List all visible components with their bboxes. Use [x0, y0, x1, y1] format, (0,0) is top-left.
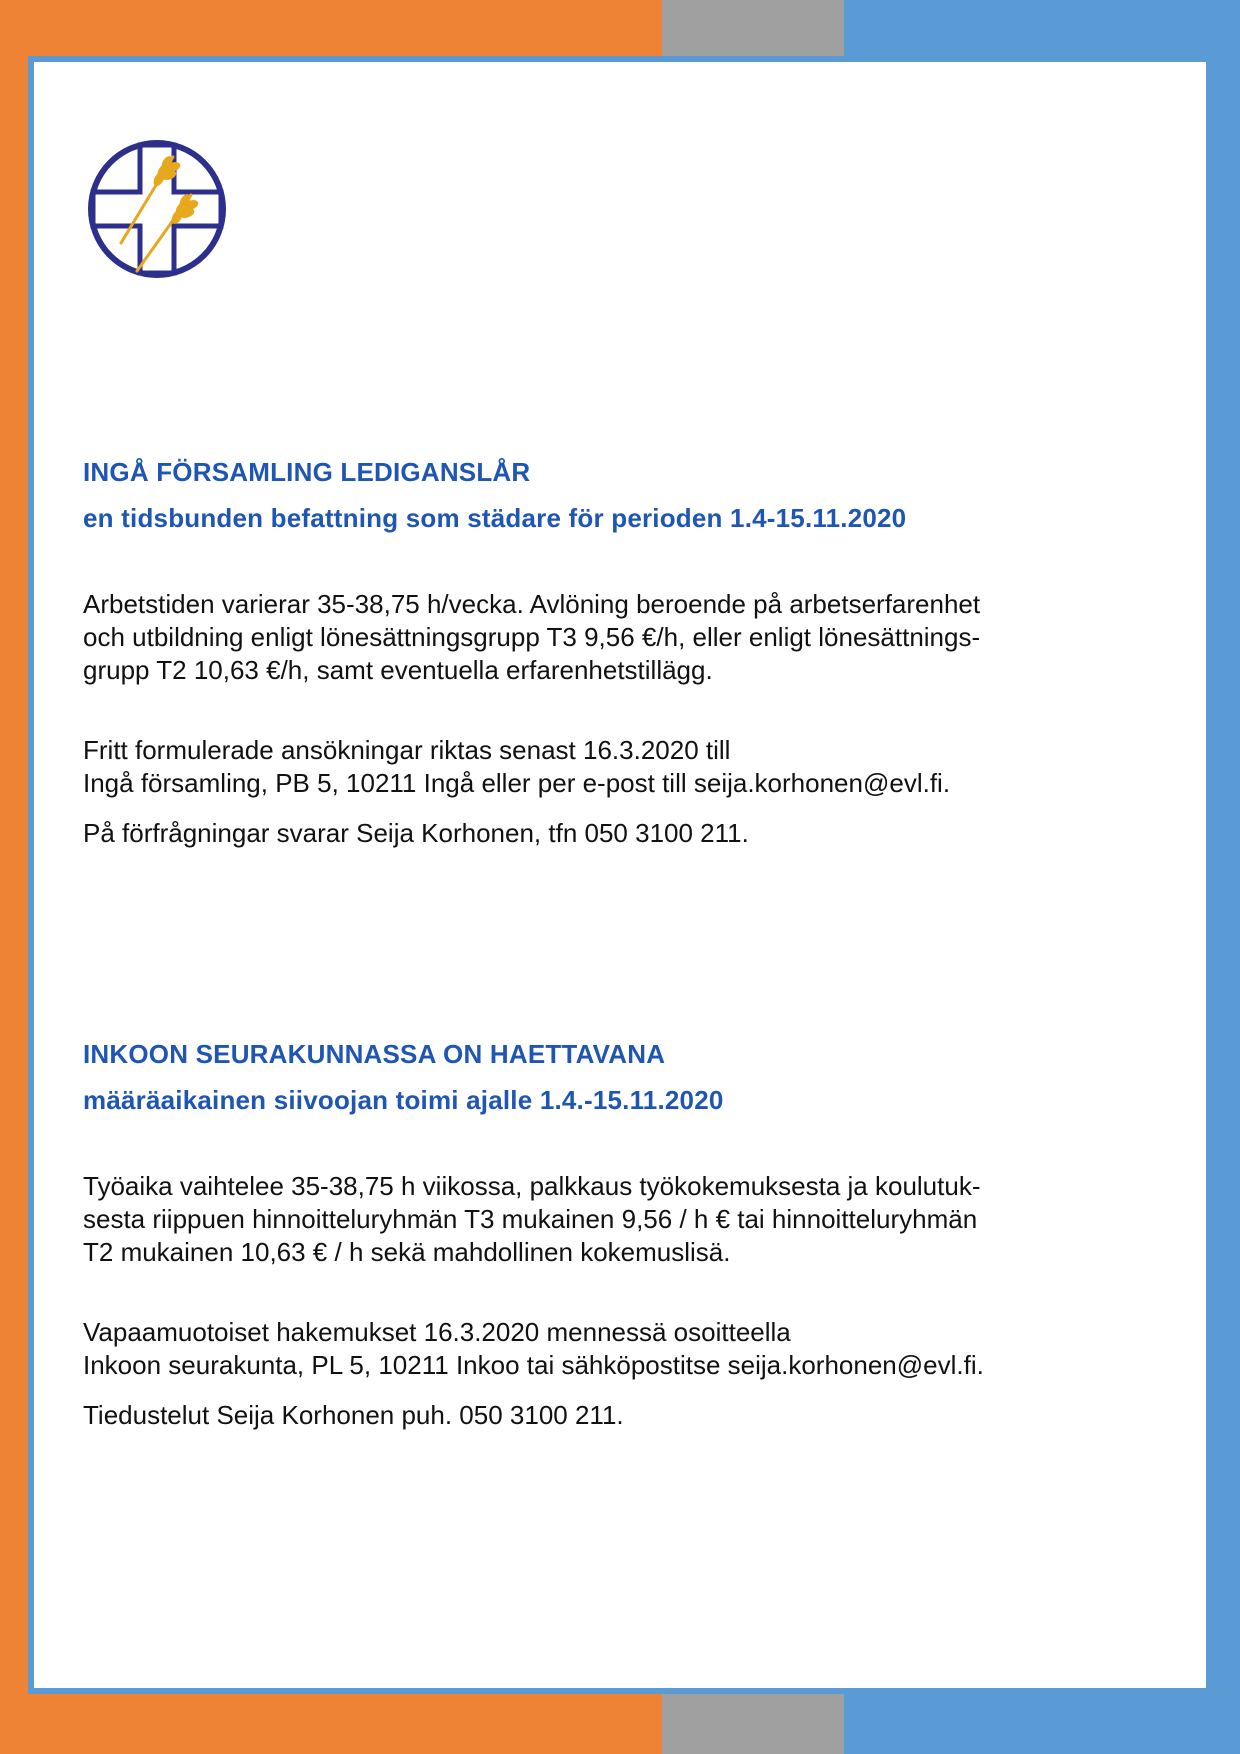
frame-bottom-orange [0, 1694, 662, 1754]
frame-right-blue [1212, 0, 1240, 1754]
text-line: sesta riippuen hinnoitteluryhmän T3 mukainen 9,56 / h € tai hinnoitteluryhmän [83, 1204, 978, 1234]
swedish-announcement [83, 455, 1143, 535]
text-line: Vapaamuotoiset hakemukset 16.3.2020 mennessä osoitteella [83, 1317, 791, 1347]
finnish-title: INKOON SEURAKUNNASSA ON HAETTAVANA [83, 1039, 666, 1069]
finnish-subtitle: määräaikainen siivoojan toimi ajalle 1.4.-15.11.2020 [83, 1085, 724, 1115]
swedish-paragraph-1 [83, 588, 1143, 687]
text-line: Työaika vaihtelee 35-38,75 h viikossa, palkkaus työkokemuksesta ja koulutuk- [83, 1171, 981, 1201]
swedish-paragraph-2 [83, 734, 1143, 800]
frame-bottom-gray [662, 1694, 844, 1754]
frame-top-gray [662, 0, 844, 60]
text-line: Tiedustelut Seija Korhonen puh. 050 3100 211. [83, 1400, 624, 1430]
text-line: Ingå församling, PB 5, 10211 Ingå eller per e-post till seija.korhonen@evl.fi. [83, 768, 951, 798]
text-line: grupp T2 10,63 €/h, samt eventuella erfarenhetstillägg. [83, 655, 713, 685]
text-line: Inkoon seurakunta, PL 5, 10211 Inkoo tai sähköpostitse seija.korhonen@evl.fi. [83, 1350, 984, 1380]
frame-left-orange [0, 0, 28, 1754]
swedish-contact [83, 817, 1143, 850]
swedish-title: INGÅ FÖRSAMLING LEDIGANSLÅR [83, 457, 531, 487]
finnish-paragraph-2 [83, 1316, 1143, 1382]
finnish-paragraph-1 [83, 1170, 1143, 1269]
swedish-subtitle: en tidsbunden befattning som städare för perioden 1.4-15.11.2020 [83, 503, 907, 533]
church-cross-wheat-icon [85, 137, 229, 281]
text-line: och utbildning enligt lönesättningsgrupp T3 9,56 €/h, eller enligt lönesättnings- [83, 622, 981, 652]
text-line: T2 mukainen 10,63 € / h sekä mahdollinen kokemuslisä. [83, 1237, 731, 1267]
text-line: På förfrågningar svarar Seija Korhonen, tfn 050 3100 211. [83, 818, 749, 848]
text-line: Fritt formulerade ansökningar riktas senast 16.3.2020 till [83, 735, 731, 765]
text-line: Arbetstiden varierar 35-38,75 h/vecka. Avlöning beroende på arbetserfarenhet [83, 589, 981, 619]
document-page [28, 56, 1212, 1694]
frame-bottom-blue [844, 1694, 1240, 1754]
finnish-contact [83, 1399, 1143, 1432]
finnish-announcement [83, 1037, 1143, 1117]
frame-top-orange [0, 0, 662, 60]
frame-top-blue [844, 0, 1240, 60]
